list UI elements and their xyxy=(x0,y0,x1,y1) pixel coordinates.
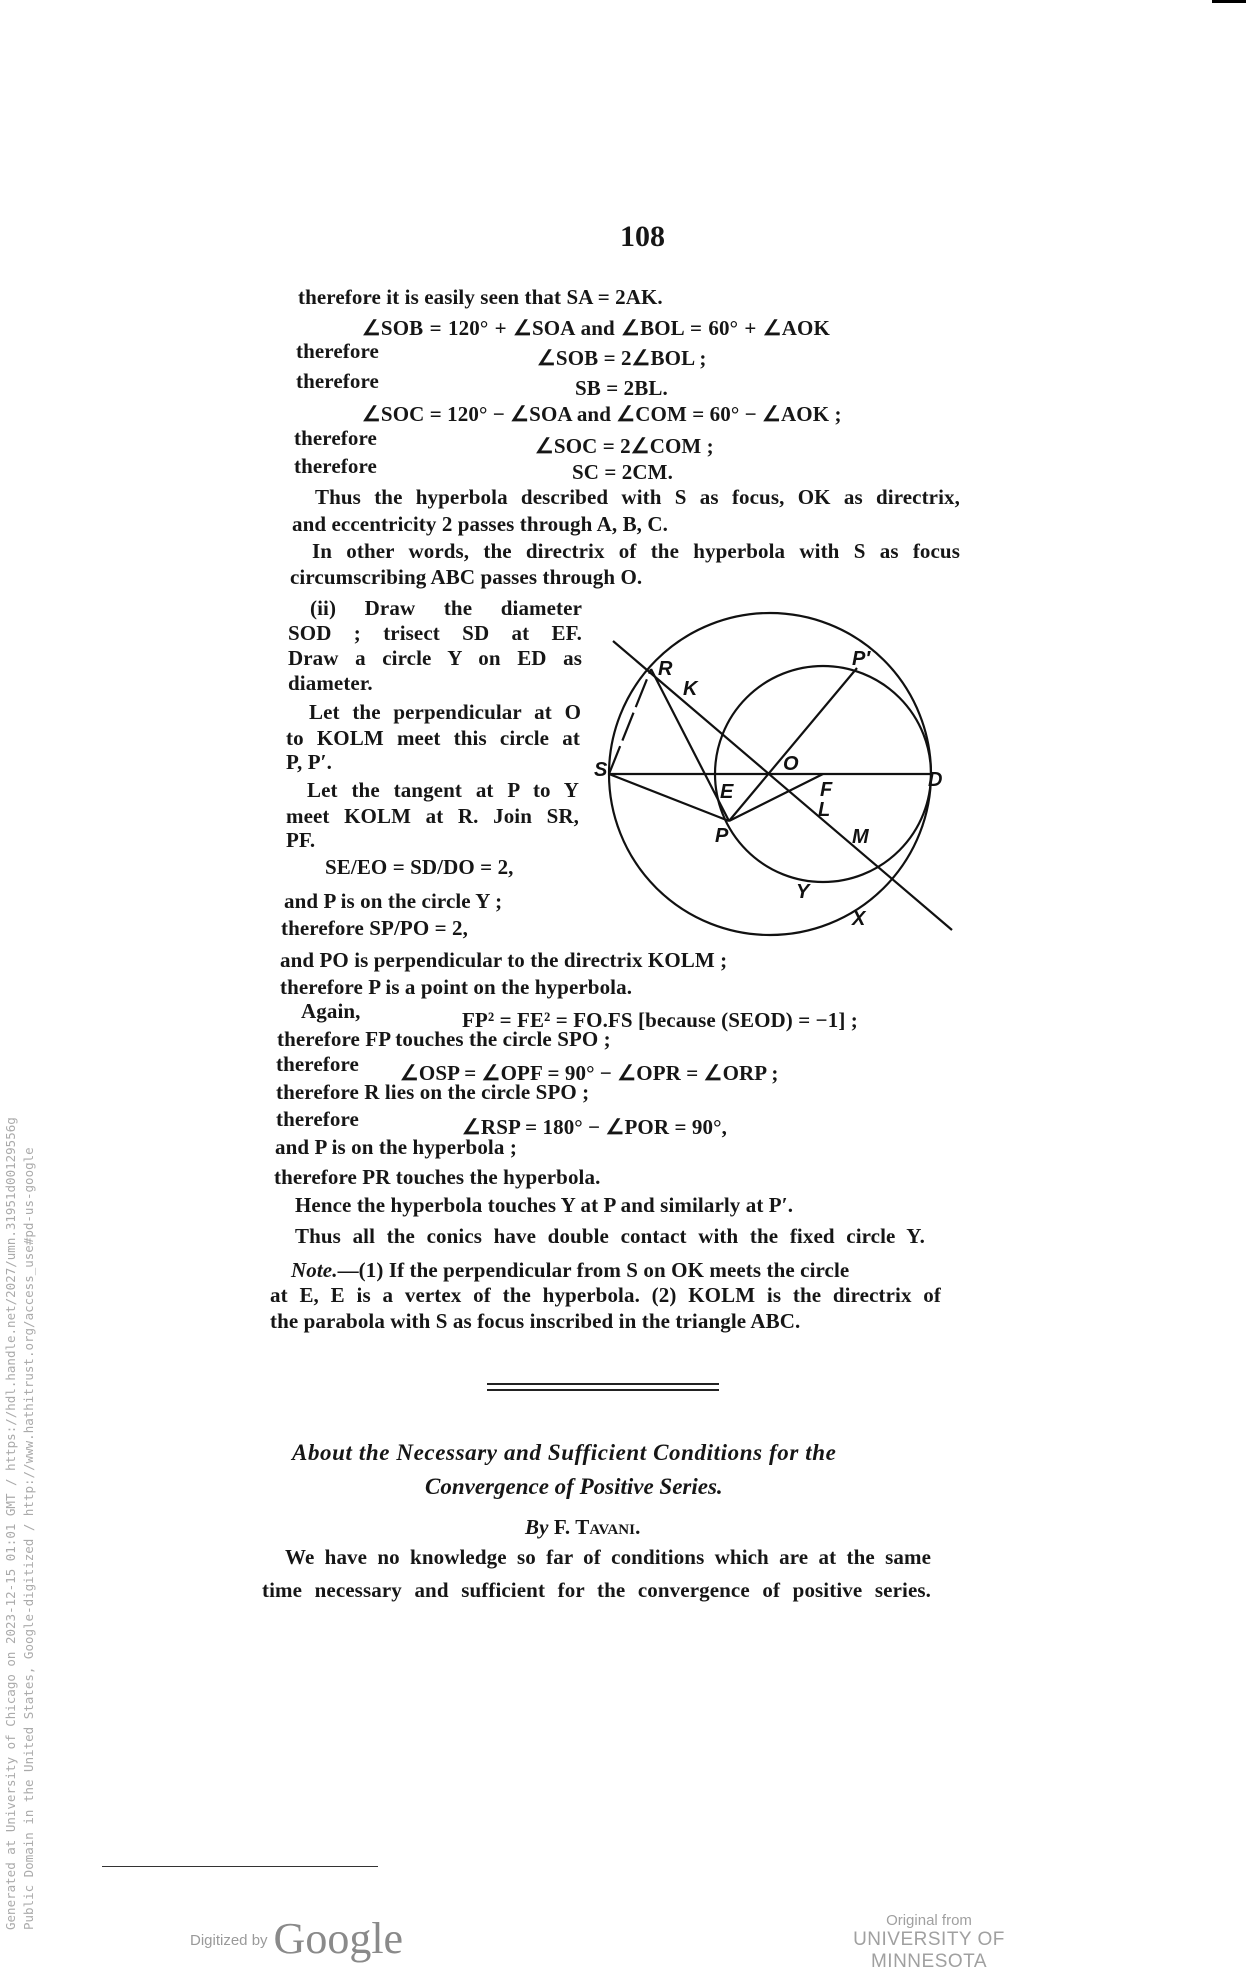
section-divider xyxy=(487,1389,719,1391)
text-line: We have no knowledge so far of conditions which are at the same xyxy=(285,1545,931,1569)
text-line: PF. xyxy=(286,828,316,852)
text-line: Thus all the conics have double contact with the fixed circle Y. xyxy=(295,1224,925,1248)
watermark-line: Generated at University of Chicago on 2023-12-15 01:01 GMT / https://hdl.handle.net/2027/umn.31951d00129556g xyxy=(3,1117,18,1930)
text-line: Let the tangent at P to Y xyxy=(307,778,579,802)
text-line: diameter. xyxy=(288,671,373,695)
label-s: S xyxy=(594,759,608,781)
label-e: E xyxy=(720,781,734,803)
label-l: L xyxy=(818,799,831,821)
text-line: at E, E is a vertex of the hyperbola. (2) KOLM is the directrix of xyxy=(270,1283,941,1307)
text-line: and eccentricity 2 passes through A, B, C. xyxy=(292,512,668,536)
original-from xyxy=(794,1912,1064,1973)
text-line: SOD ; trisect SD at EF. xyxy=(288,621,582,645)
author-name: F. Tavani. xyxy=(553,1515,641,1539)
text-line: Thus the hyperbola described with S as focus, OK as directrix, xyxy=(315,485,960,509)
equation: ∠OSP = ∠OPF = 90° − ∠OPR = ∠ORP ; xyxy=(400,1061,779,1085)
article-title-line2: Convergence of Positive Series. xyxy=(425,1474,723,1499)
text-line: therefore PR touches the hyperbola. xyxy=(274,1165,601,1189)
equation: ∠SOC = 2∠COM ; xyxy=(535,434,714,458)
label-p-prime: P′ xyxy=(852,648,871,670)
google-logo: Google xyxy=(273,1914,404,1963)
text-line: to KOLM meet this circle at xyxy=(286,726,580,750)
line-sr xyxy=(609,669,651,774)
text-line: Draw a circle Y on ED as xyxy=(288,646,582,670)
line-sp xyxy=(609,774,729,821)
text-line: time necessary and sufficient for the convergence of positive series. xyxy=(262,1578,931,1602)
text-line: meet KOLM at R. Join SR, xyxy=(286,804,579,828)
original-from-label: Original from xyxy=(886,1912,972,1929)
equation: SC = 2CM. xyxy=(572,460,673,484)
text-line: Hence the hyperbola touches Y at P and similarly at P′. xyxy=(295,1193,794,1217)
text-line: therefore xyxy=(294,454,377,478)
watermark-line: Public Domain in the United States, Google-digitized / http://www.hathitrust.org/access_use#pd-us-google xyxy=(21,1147,36,1930)
text-line: therefore xyxy=(296,339,379,363)
label-o: O xyxy=(783,753,799,775)
institution-name: UNIVERSITY OF MINNESOTA xyxy=(853,1929,1005,1972)
label-y: Y xyxy=(796,881,810,903)
text-line: therefore R lies on the circle SPO ; xyxy=(276,1080,590,1104)
page-number: 108 xyxy=(620,220,665,253)
equation: SB = 2BL. xyxy=(575,376,668,400)
byline-by: By xyxy=(525,1515,549,1539)
text-line: and PO is perpendicular to the directrix KOLM ; xyxy=(280,948,728,972)
text-line: ∠SOB = 120° + ∠SOA and ∠BOL = 60° + ∠AOK xyxy=(362,316,830,340)
text-line: and P is on the hyperbola ; xyxy=(275,1135,517,1159)
text-line: ∠SOC = 120° − ∠SOA and ∠COM = 60° − ∠AOK ; xyxy=(362,402,842,426)
label-x: X xyxy=(852,908,866,930)
digitized-by-google xyxy=(190,1913,403,1964)
text-line: and P is on the circle Y ; xyxy=(284,889,503,913)
text-line: (ii) Draw the diameter xyxy=(310,596,582,620)
text-line: Let the perpendicular at O xyxy=(309,700,581,724)
label-m: M xyxy=(852,826,869,848)
text-line: therefore xyxy=(294,426,377,450)
directrix-kolm xyxy=(613,641,952,930)
note-text: —(1) If the perpendicular from S on OK meets the circle xyxy=(337,1258,850,1282)
equation: FP² = FE² = FO.FS [because (SEOD) = −1] ; xyxy=(462,1008,858,1032)
line-pp-prime xyxy=(729,668,857,821)
text-line: therefore FP touches the circle SPO ; xyxy=(277,1027,611,1051)
text-line: the parabola with S as focus inscribed in the triangle ABC. xyxy=(270,1309,801,1333)
byline xyxy=(525,1515,640,1539)
hathitrust-watermark xyxy=(2,1117,38,1930)
text-line: In other words, the directrix of the hyperbola with S as focus xyxy=(312,539,960,563)
label-p: P xyxy=(715,825,729,847)
footnote-rule xyxy=(102,1866,378,1867)
label-d: D xyxy=(928,769,943,791)
equation: ∠RSP = 180° − ∠POR = 90°, xyxy=(462,1115,727,1139)
equation: SE/EO = SD/DO = 2, xyxy=(325,855,514,879)
text-line: Again, xyxy=(301,999,361,1023)
text-line: P, P′. xyxy=(286,750,332,774)
text-line: therefore P is a point on the hyperbola. xyxy=(280,975,633,999)
text-line: therefore xyxy=(296,369,379,393)
text-line: therefore xyxy=(276,1107,359,1131)
text-line: therefore xyxy=(276,1052,359,1076)
label-k: K xyxy=(683,678,698,700)
note-label: Note. xyxy=(291,1258,338,1282)
section-divider xyxy=(487,1383,719,1385)
label-r: R xyxy=(658,658,673,680)
digitized-by-label: Digitized by xyxy=(190,1932,268,1949)
text-line: therefore SP/PO = 2, xyxy=(281,916,468,940)
equation: ∠SOB = 2∠BOL ; xyxy=(537,346,707,370)
text-line: circumscribing ABC passes through O. xyxy=(290,565,643,589)
label-f: F xyxy=(820,779,833,801)
article-title-line1: About the Necessary and Sufficient Conditions for the xyxy=(292,1440,837,1465)
text-line: therefore it is easily seen that SA = 2AK. xyxy=(298,285,663,309)
